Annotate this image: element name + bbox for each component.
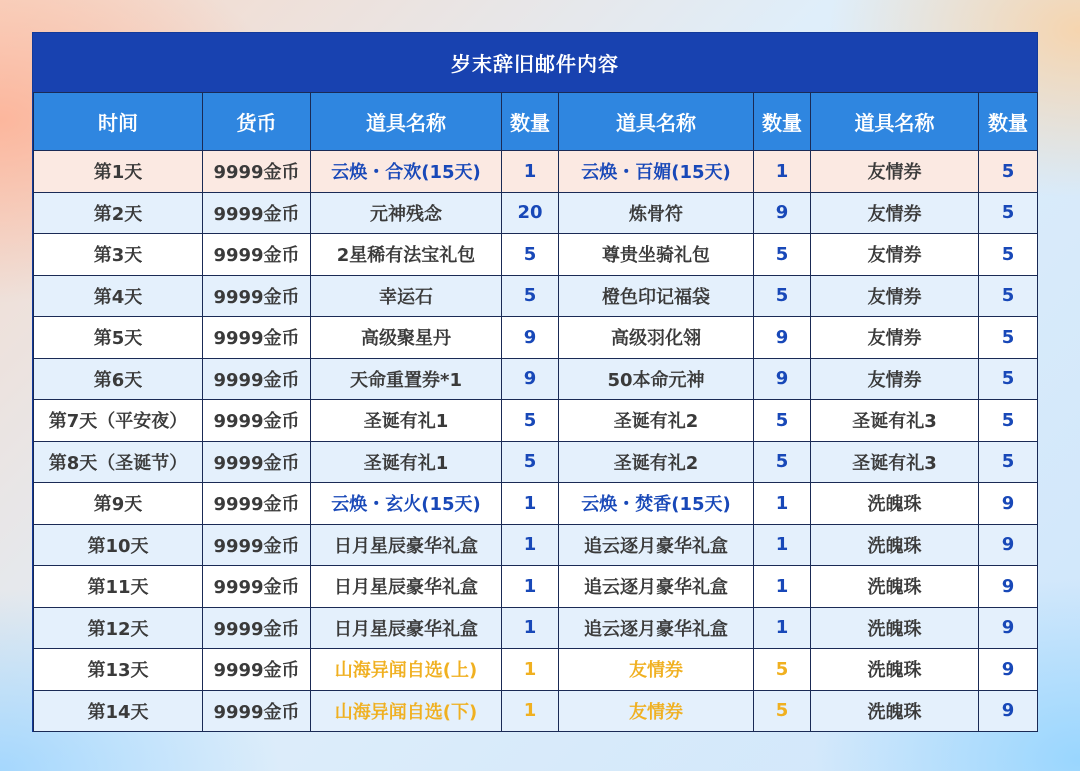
- cell-item-3: 洗魄珠: [811, 566, 979, 608]
- cell-item-1: 山海异闻自选(上): [311, 649, 502, 691]
- cell-quantity-1: 5: [502, 400, 559, 442]
- table-row: [34, 151, 1038, 193]
- table-header-row: [34, 93, 1038, 151]
- cell-item-3: 友情券: [811, 358, 979, 400]
- cell-item-2: 追云逐月豪华礼盒: [559, 524, 754, 566]
- cell-currency: 9999金币: [203, 317, 311, 359]
- cell-item-2: 友情券: [559, 690, 754, 732]
- table-row: [34, 317, 1038, 359]
- cell-item-2: 炼骨符: [559, 192, 754, 234]
- cell-currency: 9999金币: [203, 441, 311, 483]
- header-item-name-3: 道具名称: [811, 93, 979, 151]
- cell-quantity-3: 9: [979, 566, 1038, 608]
- cell-quantity-3: 9: [979, 524, 1038, 566]
- mail-content-panel: [33, 33, 1037, 731]
- cell-currency: 9999金币: [203, 566, 311, 608]
- cell-item-1: 云焕・玄火(15天): [311, 483, 502, 525]
- cell-item-2: 高级羽化翎: [559, 317, 754, 359]
- table-row: [34, 483, 1038, 525]
- cell-item-3: 洗魄珠: [811, 649, 979, 691]
- cell-quantity-1: 1: [502, 524, 559, 566]
- cell-item-2: 橙色印记福袋: [559, 275, 754, 317]
- cell-quantity-1: 1: [502, 151, 559, 193]
- cell-quantity-1: 20: [502, 192, 559, 234]
- cell-item-2: 圣诞有礼2: [559, 400, 754, 442]
- cell-quantity-2: 5: [754, 441, 811, 483]
- cell-quantity-1: 9: [502, 358, 559, 400]
- cell-quantity-3: 5: [979, 358, 1038, 400]
- cell-day: 第9天: [34, 483, 203, 525]
- cell-item-3: 友情券: [811, 192, 979, 234]
- cell-quantity-2: 1: [754, 483, 811, 525]
- cell-quantity-3: 5: [979, 275, 1038, 317]
- table-row: [34, 690, 1038, 732]
- cell-day: 第3天: [34, 234, 203, 276]
- cell-item-2: 圣诞有礼2: [559, 441, 754, 483]
- cell-quantity-2: 1: [754, 607, 811, 649]
- table-row: [34, 234, 1038, 276]
- cell-quantity-2: 5: [754, 234, 811, 276]
- cell-item-3: 洗魄珠: [811, 607, 979, 649]
- cell-item-2: 友情券: [559, 649, 754, 691]
- cell-currency: 9999金币: [203, 400, 311, 442]
- header-item-name-1: 道具名称: [311, 93, 502, 151]
- cell-quantity-3: 9: [979, 690, 1038, 732]
- cell-day: 第12天: [34, 607, 203, 649]
- cell-item-3: 洗魄珠: [811, 524, 979, 566]
- reward-table: [33, 92, 1038, 732]
- cell-item-1: 圣诞有礼1: [311, 400, 502, 442]
- cell-item-1: 2星稀有法宝礼包: [311, 234, 502, 276]
- cell-quantity-2: 5: [754, 649, 811, 691]
- cell-quantity-2: 5: [754, 400, 811, 442]
- header-currency: 货币: [203, 93, 311, 151]
- cell-quantity-3: 5: [979, 192, 1038, 234]
- cell-day: 第1天: [34, 151, 203, 193]
- cell-item-1: 日月星辰豪华礼盒: [311, 566, 502, 608]
- table-row: [34, 566, 1038, 608]
- table-row: [34, 441, 1038, 483]
- table-row: [34, 275, 1038, 317]
- cell-item-1: 山海异闻自选(下): [311, 690, 502, 732]
- cell-item-1: 日月星辰豪华礼盒: [311, 524, 502, 566]
- cell-quantity-1: 1: [502, 607, 559, 649]
- cell-day: 第8天（圣诞节）: [34, 441, 203, 483]
- cell-item-1: 云焕・合欢(15天): [311, 151, 502, 193]
- cell-quantity-1: 5: [502, 275, 559, 317]
- header-item-name-2: 道具名称: [559, 93, 754, 151]
- header-quantity-3: 数量: [979, 93, 1038, 151]
- cell-quantity-2: 1: [754, 151, 811, 193]
- cell-item-1: 天命重置券*1: [311, 358, 502, 400]
- cell-item-3: 洗魄珠: [811, 690, 979, 732]
- cell-currency: 9999金币: [203, 358, 311, 400]
- header-quantity-2: 数量: [754, 93, 811, 151]
- cell-quantity-3: 5: [979, 400, 1038, 442]
- cell-currency: 9999金币: [203, 151, 311, 193]
- cell-quantity-3: 9: [979, 649, 1038, 691]
- cell-quantity-1: 1: [502, 690, 559, 732]
- cell-day: 第4天: [34, 275, 203, 317]
- cell-currency: 9999金币: [203, 607, 311, 649]
- table-row: [34, 400, 1038, 442]
- cell-day: 第7天（平安夜）: [34, 400, 203, 442]
- cell-day: 第5天: [34, 317, 203, 359]
- cell-currency: 9999金币: [203, 649, 311, 691]
- cell-quantity-2: 9: [754, 358, 811, 400]
- cell-quantity-2: 1: [754, 566, 811, 608]
- cell-currency: 9999金币: [203, 234, 311, 276]
- table-row: [34, 358, 1038, 400]
- cell-day: 第13天: [34, 649, 203, 691]
- cell-quantity-1: 1: [502, 483, 559, 525]
- table-body: [34, 151, 1038, 732]
- cell-item-1: 高级聚星丹: [311, 317, 502, 359]
- cell-item-1: 圣诞有礼1: [311, 441, 502, 483]
- cell-item-2: 追云逐月豪华礼盒: [559, 607, 754, 649]
- cell-currency: 9999金币: [203, 690, 311, 732]
- cell-quantity-3: 9: [979, 483, 1038, 525]
- cell-item-3: 友情券: [811, 275, 979, 317]
- cell-day: 第11天: [34, 566, 203, 608]
- cell-quantity-3: 5: [979, 151, 1038, 193]
- cell-currency: 9999金币: [203, 275, 311, 317]
- cell-quantity-2: 9: [754, 192, 811, 234]
- cell-currency: 9999金币: [203, 483, 311, 525]
- cell-quantity-1: 5: [502, 234, 559, 276]
- cell-quantity-2: 9: [754, 317, 811, 359]
- cell-quantity-3: 5: [979, 317, 1038, 359]
- cell-item-2: 云焕・百媚(15天): [559, 151, 754, 193]
- cell-currency: 9999金币: [203, 192, 311, 234]
- cell-quantity-1: 1: [502, 649, 559, 691]
- table-row: [34, 649, 1038, 691]
- cell-quantity-3: 9: [979, 607, 1038, 649]
- cell-item-2: 50本命元神: [559, 358, 754, 400]
- cell-quantity-2: 5: [754, 275, 811, 317]
- cell-currency: 9999金币: [203, 524, 311, 566]
- cell-day: 第10天: [34, 524, 203, 566]
- cell-item-3: 友情券: [811, 234, 979, 276]
- cell-item-2: 云焕・焚香(15天): [559, 483, 754, 525]
- cell-item-1: 幸运石: [311, 275, 502, 317]
- cell-item-3: 洗魄珠: [811, 483, 979, 525]
- page-title: 岁末辞旧邮件内容: [33, 33, 1037, 92]
- cell-quantity-2: 5: [754, 690, 811, 732]
- cell-quantity-1: 9: [502, 317, 559, 359]
- cell-day: 第2天: [34, 192, 203, 234]
- cell-quantity-1: 5: [502, 441, 559, 483]
- cell-item-3: 圣诞有礼3: [811, 400, 979, 442]
- header-time: 时间: [34, 93, 203, 151]
- cell-item-3: 圣诞有礼3: [811, 441, 979, 483]
- table-row: [34, 607, 1038, 649]
- table-row: [34, 524, 1038, 566]
- cell-quantity-3: 5: [979, 441, 1038, 483]
- cell-day: 第6天: [34, 358, 203, 400]
- cell-quantity-3: 5: [979, 234, 1038, 276]
- cell-item-2: 追云逐月豪华礼盒: [559, 566, 754, 608]
- cell-item-3: 友情券: [811, 151, 979, 193]
- table-row: [34, 192, 1038, 234]
- cell-item-1: 日月星辰豪华礼盒: [311, 607, 502, 649]
- header-quantity-1: 数量: [502, 93, 559, 151]
- cell-item-1: 元神残念: [311, 192, 502, 234]
- cell-quantity-1: 1: [502, 566, 559, 608]
- cell-item-2: 尊贵坐骑礼包: [559, 234, 754, 276]
- cell-quantity-2: 1: [754, 524, 811, 566]
- cell-day: 第14天: [34, 690, 203, 732]
- cell-item-3: 友情券: [811, 317, 979, 359]
